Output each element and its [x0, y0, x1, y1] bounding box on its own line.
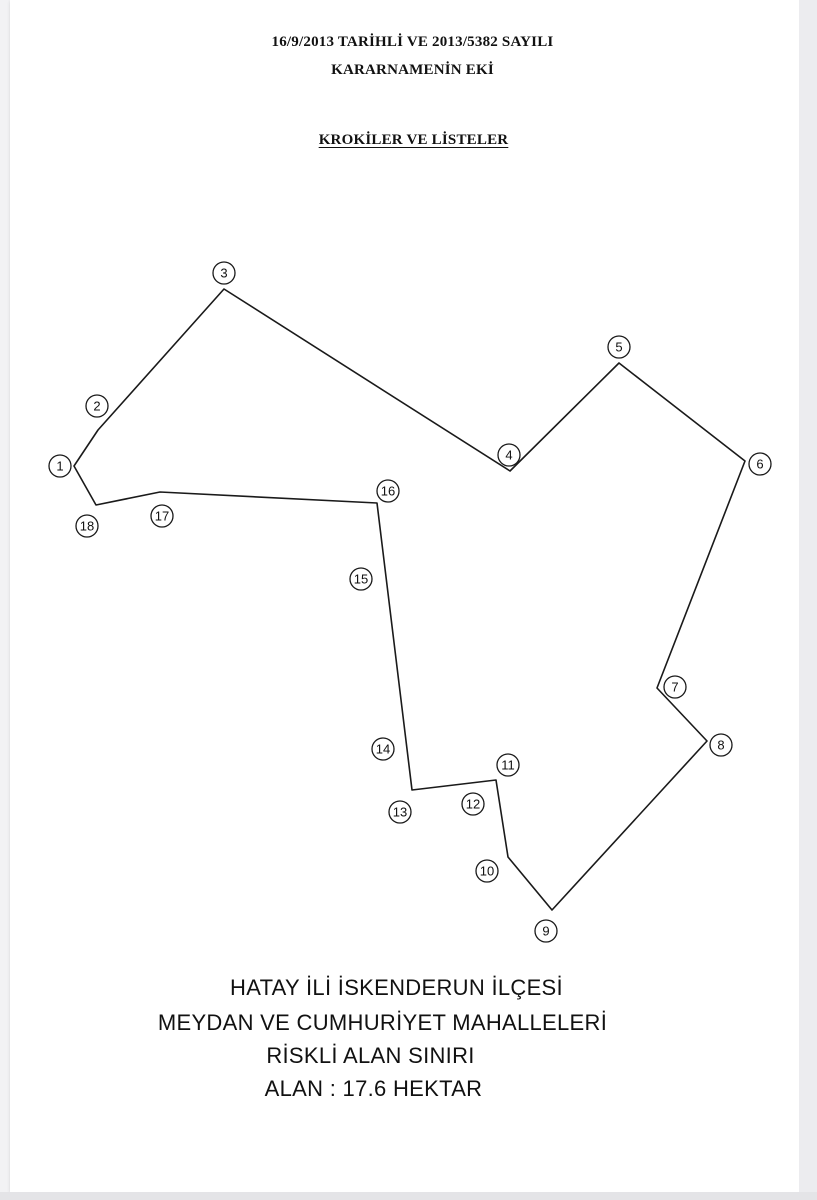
- point-marker-label: 7: [671, 679, 679, 695]
- boundary-point-13: [389, 801, 411, 823]
- boundary-point-12: [462, 793, 484, 815]
- point-marker-label: 10: [479, 863, 495, 879]
- point-marker-label: 9: [542, 923, 550, 939]
- boundary-point-10: [476, 860, 498, 882]
- point-marker-label: 2: [93, 398, 101, 414]
- boundary-point-4: [498, 444, 520, 466]
- boundary-point-3: [213, 262, 235, 284]
- point-marker-label: 8: [717, 737, 725, 753]
- boundary-point-16: [377, 480, 399, 502]
- caption-province-district: HATAY İLİ İSKENDERUN İLÇESİ: [230, 975, 563, 1000]
- point-marker-label: 3: [220, 265, 228, 281]
- caption-area-size: ALAN : 17.6 HEKTAR: [264, 1076, 483, 1101]
- caption-neighborhoods: MEYDAN VE CUMHURİYET MAHALLELERİ: [157, 1010, 608, 1035]
- boundary-point-9: [535, 920, 557, 942]
- point-marker-label: 17: [154, 508, 170, 524]
- point-marker-label: 13: [392, 804, 408, 820]
- point-marker-label: 12: [465, 796, 481, 812]
- boundary-point-6: [749, 453, 771, 475]
- boundary-point-14: [372, 738, 394, 760]
- point-marker-label: 16: [380, 483, 396, 499]
- point-marker-label: 18: [79, 518, 95, 534]
- point-marker-label: 4: [505, 447, 513, 463]
- boundary-point-1: [49, 455, 71, 477]
- point-marker-label: 15: [353, 571, 369, 587]
- boundary-point-11: [497, 754, 519, 776]
- point-marker-label: 11: [501, 757, 515, 773]
- boundary-point-2: [86, 395, 108, 417]
- boundary-point-18: [76, 515, 98, 537]
- point-marker-label: 5: [615, 339, 623, 355]
- boundary-point-15: [350, 568, 372, 590]
- boundary-point-8: [710, 734, 732, 756]
- section-title: KROKİLER VE LİSTELER: [318, 132, 509, 148]
- decree-annex-line: KARARNAMENİN EKİ: [331, 62, 494, 78]
- decree-date-line: 16/9/2013 TARİHLİ VE 2013/5382 SAYILI: [271, 34, 554, 50]
- boundary-point-17: [151, 505, 173, 527]
- point-marker-label: 1: [56, 458, 64, 474]
- boundary-point-7: [664, 676, 686, 698]
- point-marker-label: 6: [756, 456, 764, 472]
- point-marker-label: 14: [375, 741, 391, 757]
- caption-risk-area: RİSKLİ ALAN SINIRI: [266, 1043, 475, 1068]
- boundary-point-5: [608, 336, 630, 358]
